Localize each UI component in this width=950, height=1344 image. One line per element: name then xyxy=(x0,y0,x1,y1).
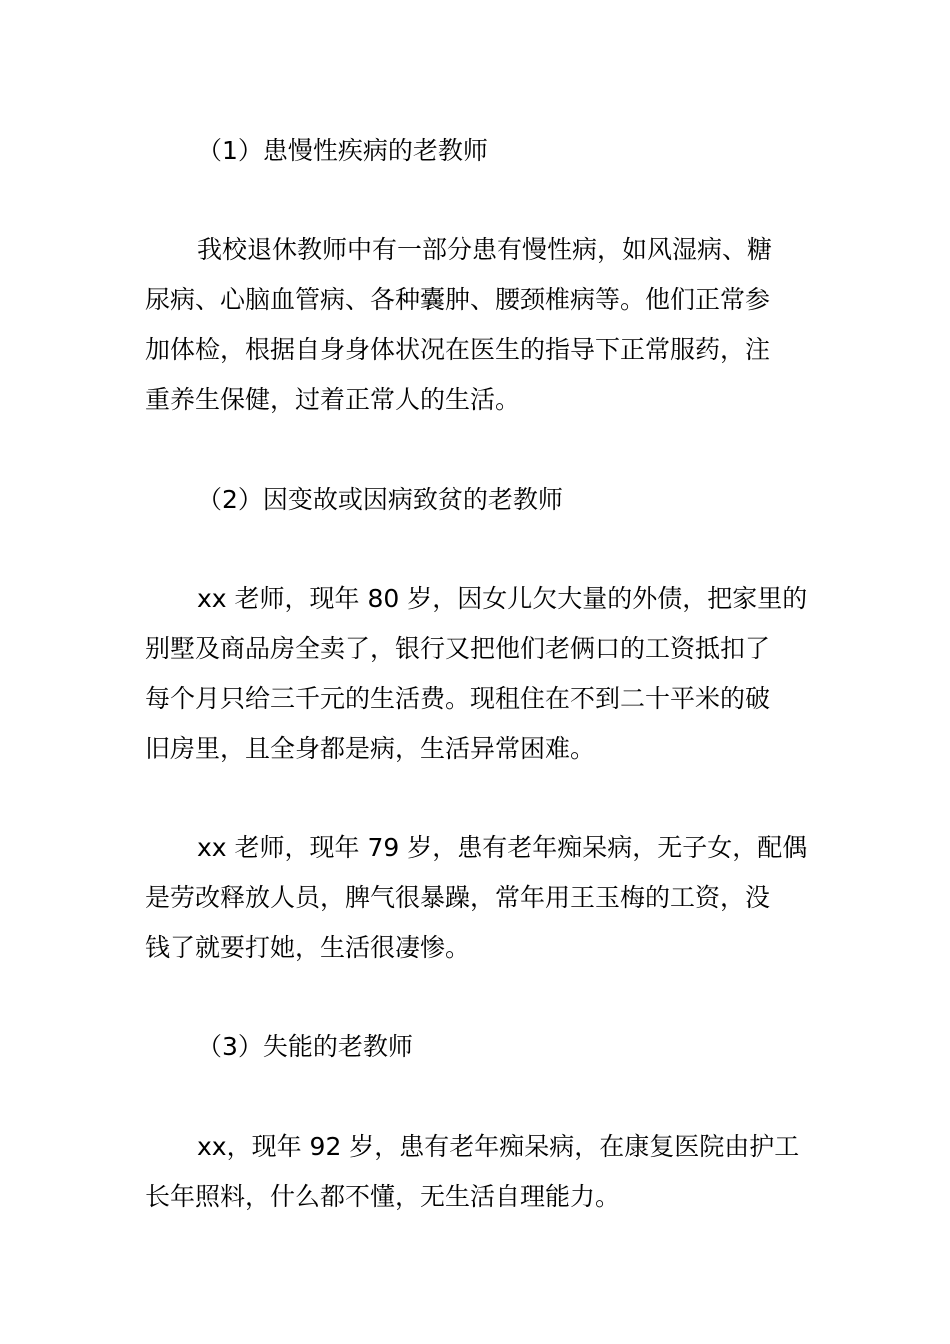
paragraph-line: 加体检，根据自身身体状况在医生的指导下正常服药，注 xyxy=(145,335,771,364)
paragraph-line: 长年照料，什么都不懂，无生活自理能力。 xyxy=(145,1182,621,1211)
paragraph-line: 重养生保健，过着正常人的生活。 xyxy=(145,385,521,414)
paragraph-line: xx 老师，现年 79 岁，患有老年痴呆病，无子女，配偶 xyxy=(197,833,808,862)
paragraph-line: 每个月只给三千元的生活费。现租住在不到二十平米的破 xyxy=(145,684,771,713)
paragraph-line: 我校退休教师中有一部分患有慢性病，如风湿病、糖 xyxy=(197,235,773,264)
section-heading-1: （1）患慢性疾病的老教师 xyxy=(197,136,488,165)
paragraph-line: xx，现年 92 岁，患有老年痴呆病，在康复医院由护工 xyxy=(197,1132,800,1161)
paragraph-line: xx 老师，现年 80 岁，因女儿欠大量的外债，把家里的 xyxy=(197,584,808,613)
paragraph-line: 尿病、心脑血管病、各种囊肿、腰颈椎病等。他们正常参 xyxy=(145,285,771,314)
paragraph-line: 钱了就要打她，生活很凄惨。 xyxy=(145,933,471,962)
section-heading-3: （3）失能的老教师 xyxy=(197,1032,413,1061)
paragraph-line: 旧房里，且全身都是病，生活异常困难。 xyxy=(145,734,596,763)
section-heading-2: （2）因变故或因病致贫的老教师 xyxy=(197,485,563,514)
paragraph-line: 别墅及商品房全卖了，银行又把他们老俩口的工资抵扣了 xyxy=(145,634,771,663)
paragraph-line: 是劳改释放人员，脾气很暴躁，常年用王玉梅的工资，没 xyxy=(145,883,771,912)
